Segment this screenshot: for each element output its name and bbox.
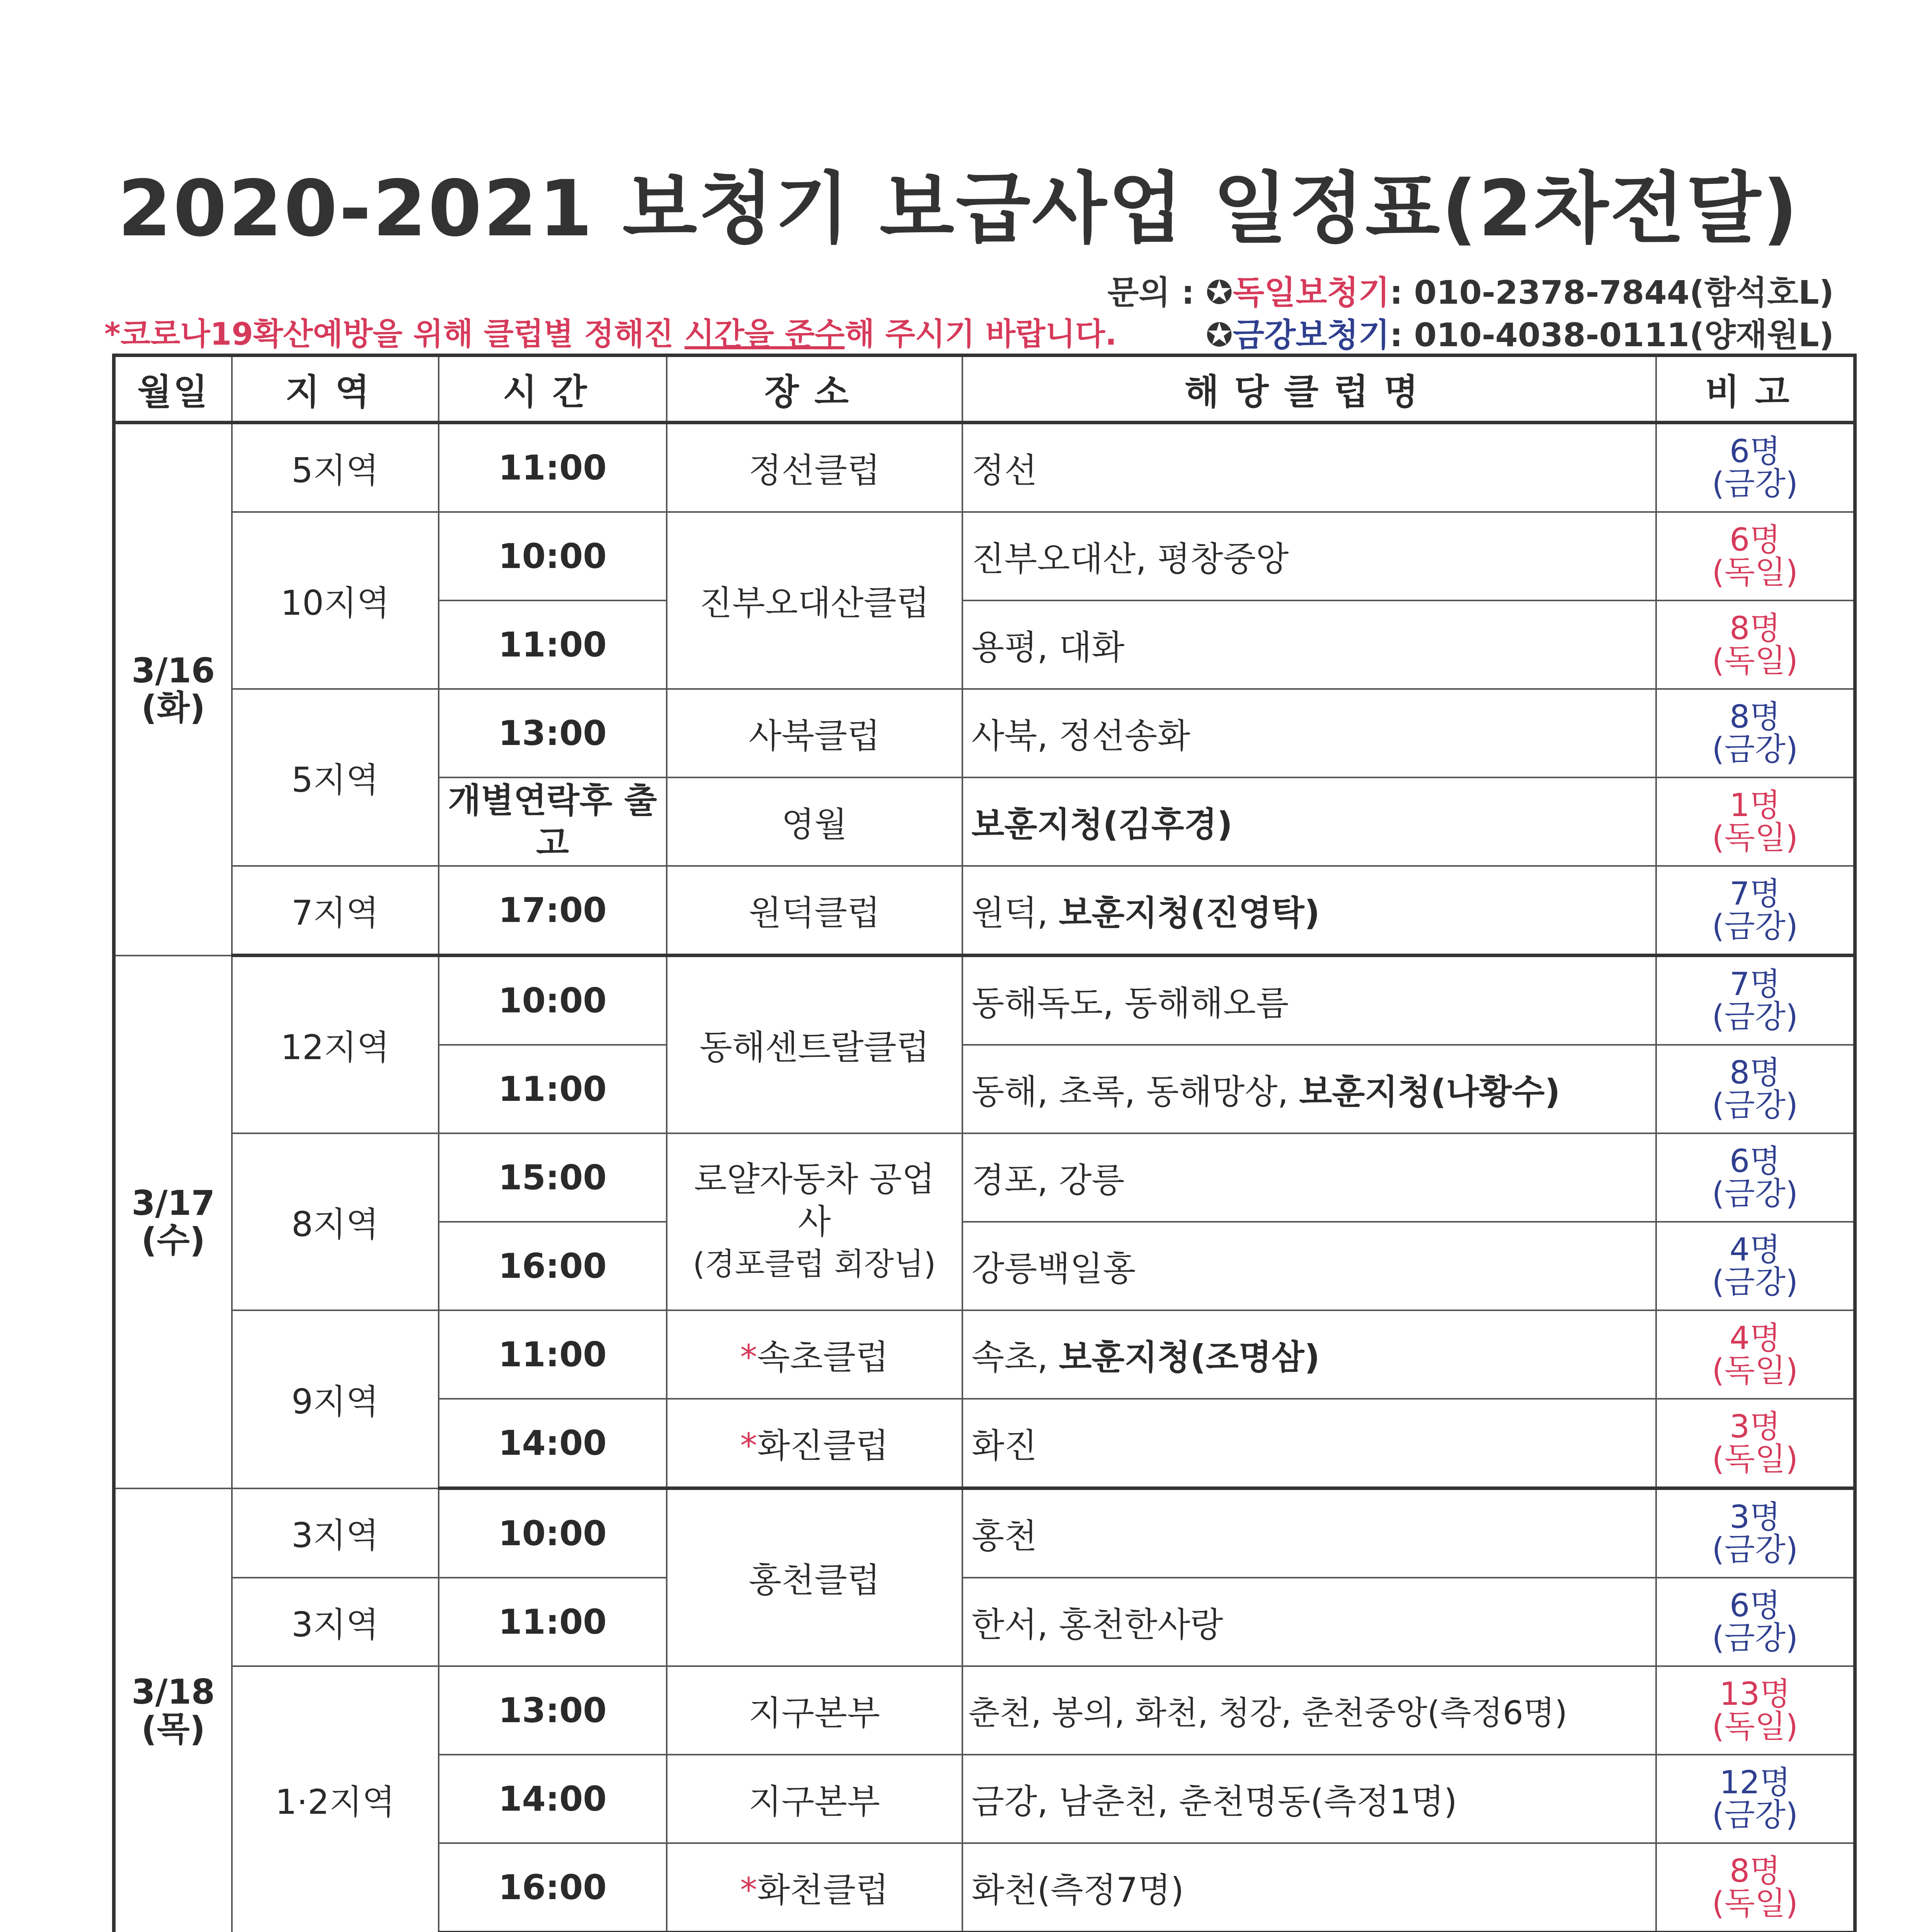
region-cell: 5지역 bbox=[232, 423, 439, 512]
time-cell: 15:00 bbox=[439, 1133, 667, 1222]
region-cell: 10지역 bbox=[232, 512, 439, 689]
club-cell: 진부오대산, 평창중앙 bbox=[962, 512, 1656, 600]
time-cell: 14:00 bbox=[439, 1399, 667, 1488]
table-row bbox=[114, 689, 1855, 777]
club-cell: 사북, 정선송화 bbox=[962, 689, 1656, 777]
date-cell: 3/18 (목) bbox=[114, 1488, 232, 1932]
note-cell: 3명 (금강) bbox=[1656, 1488, 1855, 1578]
notice-text bbox=[104, 309, 1117, 354]
header-club: 해당클럽명 bbox=[962, 355, 1656, 423]
note-cell: 12명 (금강) bbox=[1656, 1755, 1855, 1843]
time-cell: 13:00 bbox=[439, 1666, 667, 1755]
place-cell: 사북클럽 bbox=[667, 689, 962, 777]
club-cell: 한서, 홍천한사랑 bbox=[962, 1578, 1656, 1666]
club-cell: 정선 bbox=[962, 423, 1656, 512]
contact-line-1 bbox=[1107, 267, 1834, 313]
note-cell: 4명 (독일) bbox=[1656, 1310, 1855, 1399]
table-row bbox=[114, 1578, 1855, 1666]
club-cell: 화진 bbox=[962, 1399, 1656, 1488]
time-cell: 11:00 bbox=[439, 1045, 667, 1133]
vendor-phone-1: : 010-2378-7844(함석호L) bbox=[1389, 274, 1834, 311]
table-row bbox=[114, 866, 1855, 956]
time-cell: 16:00 bbox=[439, 1222, 667, 1310]
note-cell: 6명 (금강) bbox=[1656, 1133, 1855, 1222]
club-cell: 용평, 대화 bbox=[962, 600, 1656, 689]
contact-line-2 bbox=[1206, 309, 1834, 356]
note-cell: 8명 (금강) bbox=[1656, 689, 1855, 777]
time-cell: 13:00 bbox=[439, 689, 667, 777]
star-icon: ✪ bbox=[1205, 274, 1233, 311]
contact-label: 문의 : bbox=[1107, 274, 1195, 311]
table-row bbox=[114, 423, 1855, 512]
time-cell: 10:00 bbox=[439, 512, 667, 600]
table-row bbox=[114, 1666, 1855, 1755]
table-row bbox=[114, 956, 1855, 1045]
place-cell: 동해센트랄클럽 bbox=[667, 956, 962, 1134]
header-region: 지역 bbox=[232, 355, 439, 423]
time-cell: 11:00 bbox=[439, 423, 667, 512]
region-cell: 7지역 bbox=[232, 866, 439, 956]
header-date: 월일 bbox=[114, 355, 232, 423]
place-cell: 지구본부 bbox=[667, 1666, 962, 1755]
club-cell: 동해, 초록, 동해망상, 보훈지청(나황수) bbox=[962, 1045, 1656, 1133]
note-cell: 3명 (독일) bbox=[1656, 1399, 1855, 1488]
table-row bbox=[114, 1488, 1855, 1578]
time-cell: 11:00 bbox=[439, 1578, 667, 1666]
note-cell: 8명 (독일) bbox=[1656, 1843, 1855, 1932]
notice-post: 해 주시기 바랍니다. bbox=[844, 316, 1117, 352]
club-cell: 경포, 강릉 bbox=[962, 1133, 1656, 1222]
time-cell: 11:00 bbox=[439, 600, 667, 689]
region-cell: 3지역 bbox=[232, 1578, 439, 1666]
header-note: 비고 bbox=[1656, 355, 1855, 423]
note-cell: 4명 (금강) bbox=[1656, 1222, 1855, 1310]
table-row bbox=[114, 1133, 1855, 1222]
time-cell: 개별연락후 출고 bbox=[439, 777, 667, 866]
header-time: 시간 bbox=[439, 355, 667, 423]
club-cell: 홍천 bbox=[962, 1488, 1656, 1578]
time-cell: 10:00 bbox=[439, 1488, 667, 1578]
note-cell: 13명 (독일) bbox=[1656, 1666, 1855, 1755]
header-place: 장소 bbox=[667, 355, 962, 423]
time-cell: 10:00 bbox=[439, 956, 667, 1045]
date-cell: 3/16 (화) bbox=[114, 423, 232, 956]
time-cell: 14:00 bbox=[439, 1755, 667, 1843]
region-cell: 8지역 bbox=[232, 1133, 439, 1310]
region-cell: 12지역 bbox=[232, 956, 439, 1134]
place-cell: *화천클럽 bbox=[667, 1843, 962, 1932]
region-cell: 3지역 bbox=[232, 1488, 439, 1578]
date-cell: 3/17 (수) bbox=[114, 956, 232, 1488]
time-cell: 16:00 bbox=[439, 1843, 667, 1932]
note-cell: 1명 (독일) bbox=[1656, 777, 1855, 866]
club-cell: 강릉백일홍 bbox=[962, 1222, 1656, 1310]
place-cell: *화진클럽 bbox=[667, 1399, 962, 1488]
place-cell: 영월 bbox=[667, 777, 962, 866]
club-cell: 보훈지청(김후경) bbox=[962, 777, 1656, 866]
club-cell: 원덕, 보훈지청(진영탁) bbox=[962, 866, 1656, 956]
notice-pre: *코로나19확산예방을 위해 클럽별 정해진 bbox=[104, 316, 685, 352]
note-cell: 7명 (금강) bbox=[1656, 956, 1855, 1045]
note-cell: 6명 (독일) bbox=[1656, 512, 1855, 600]
place-cell: 진부오대산클럽 bbox=[667, 512, 962, 689]
note-cell: 8명 (독일) bbox=[1656, 600, 1855, 689]
table-row bbox=[114, 1310, 1855, 1399]
place-cell: 원덕클럽 bbox=[667, 866, 962, 956]
club-cell: 동해독도, 동해해오름 bbox=[962, 956, 1656, 1045]
star-icon: ✪ bbox=[1205, 316, 1233, 354]
table-header-row bbox=[114, 355, 1855, 423]
vendor-phone-2: : 010-4038-0111(양재원L) bbox=[1389, 316, 1834, 354]
note-cell: 7명 (금강) bbox=[1656, 866, 1855, 956]
place-cell: *속초클럽 bbox=[667, 1310, 962, 1399]
note-cell: 6명 (금강) bbox=[1656, 423, 1855, 512]
time-cell: 17:00 bbox=[439, 866, 667, 956]
schedule-table bbox=[112, 354, 1857, 1932]
club-cell: 춘천, 봉의, 화천, 청강, 춘천중앙(측정6명) bbox=[962, 1666, 1656, 1755]
table-row bbox=[114, 512, 1855, 600]
page-title: 2020-2021 보청기 보급사업 일정표(2차전달) bbox=[117, 164, 1800, 254]
club-cell: 화천(측정7명) bbox=[962, 1843, 1656, 1932]
vendor-name-2: 금강보청기 bbox=[1233, 316, 1390, 354]
note-cell: 8명 (금강) bbox=[1656, 1045, 1855, 1133]
region-cell: 5지역 bbox=[232, 689, 439, 866]
club-cell: 속초, 보훈지청(조명삼) bbox=[962, 1310, 1656, 1399]
notice-underline: 시간을 준수 bbox=[684, 316, 845, 352]
note-cell: 6명 (금강) bbox=[1656, 1578, 1855, 1666]
time-cell: 11:00 bbox=[439, 1310, 667, 1399]
vendor-name-1: 독일보청기 bbox=[1233, 274, 1390, 311]
place-cell: 지구본부 bbox=[667, 1755, 962, 1843]
region-cell: 1·2지역 bbox=[232, 1666, 439, 1932]
place-cell: 로얄자동차 공업사 (경포클럽 회장님) bbox=[667, 1133, 962, 1310]
region-cell: 9지역 bbox=[232, 1310, 439, 1488]
place-cell: 정선클럽 bbox=[667, 423, 962, 512]
place-cell: 홍천클럽 bbox=[667, 1488, 962, 1667]
club-cell: 금강, 남춘천, 춘천명동(측정1명) bbox=[962, 1755, 1656, 1843]
